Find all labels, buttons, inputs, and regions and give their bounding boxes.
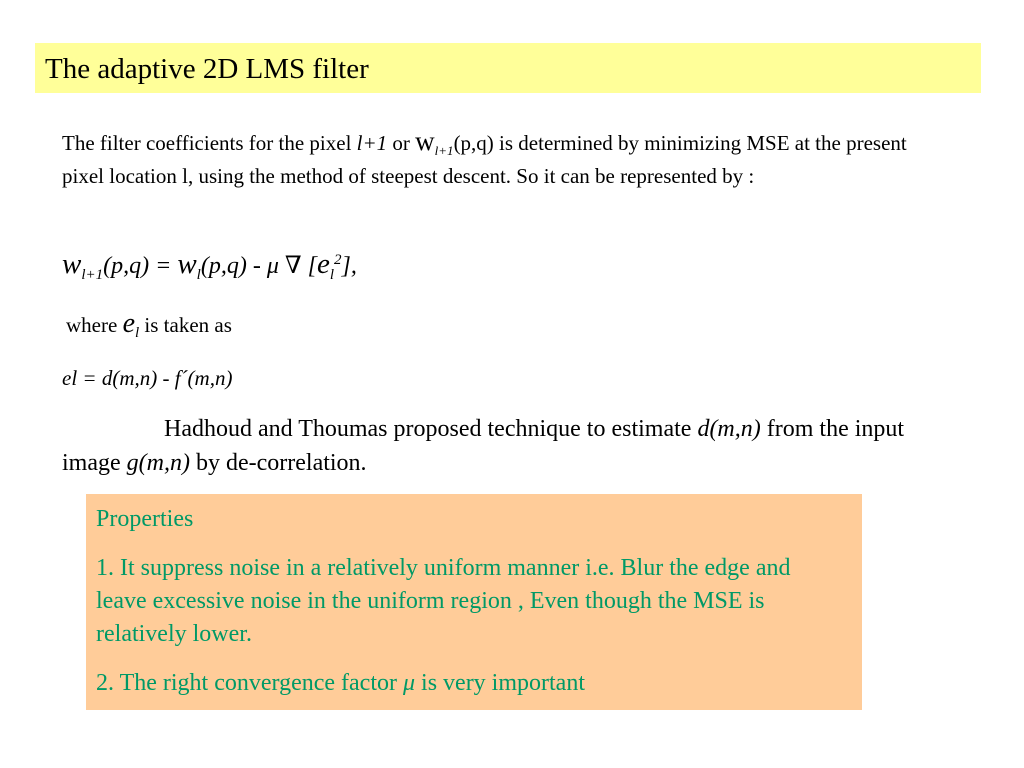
eq-sub-current: l bbox=[196, 266, 201, 283]
pixel-index: l+1 bbox=[356, 131, 388, 155]
estimate-paragraph bbox=[62, 412, 952, 480]
eq-error: e bbox=[316, 248, 330, 280]
eq-error-sub: l bbox=[329, 266, 335, 283]
estimate-text-1: Hadhoud and Thoumas proposed technique to estimate bbox=[164, 416, 698, 442]
intro-text-3: (p,q) is determined by minimizing MSE at the present pixel location l, using the method of steepest descent. So it can be represented by : bbox=[62, 131, 907, 188]
eq-part-1: (p,q) = bbox=[103, 253, 178, 279]
estimate-text-2: from the input image bbox=[62, 416, 905, 476]
property-item-2 bbox=[96, 667, 846, 700]
properties-heading: Properties bbox=[96, 506, 194, 532]
error-equation: el = d(m,n) - f´(m,n) bbox=[62, 366, 233, 390]
intro-text-1: The filter coefficients for the pixel bbox=[62, 131, 357, 155]
property-item-1: 1. It suppress noise in a relatively uniform manner i.e. Blur the edge and leave excessive noise in the uniform region , Even though the MSE is relatively lower. bbox=[96, 555, 791, 647]
eq-part-4: ], bbox=[341, 253, 357, 279]
where-error-symbol: e bbox=[122, 308, 135, 339]
property-item-2-pre: 2. The right convergence factor bbox=[96, 670, 403, 696]
weight-symbol: w bbox=[415, 126, 435, 156]
property-mu-symbol: μ bbox=[402, 670, 416, 696]
eq-error-sup: 2 bbox=[334, 252, 342, 268]
where-line bbox=[66, 306, 946, 343]
eq-part-2: (p,q) - bbox=[200, 253, 267, 279]
intro-paragraph bbox=[62, 125, 942, 193]
weight-subscript: l+1 bbox=[434, 143, 454, 159]
estimate-text-3: by de-correlation. bbox=[189, 450, 367, 476]
property-item-2-post: is very important bbox=[415, 670, 585, 696]
update-equation bbox=[62, 244, 942, 286]
mu-symbol: μ bbox=[266, 253, 279, 279]
where-error-sub: l bbox=[135, 325, 140, 342]
desired-signal: d(m,n) bbox=[697, 416, 761, 442]
eq-part-3: [ bbox=[301, 253, 317, 279]
intro-text-2: or bbox=[387, 131, 416, 155]
where-text-2: is taken as bbox=[139, 313, 232, 337]
input-image: g(m,n) bbox=[126, 450, 190, 476]
eq-w-current: w bbox=[177, 248, 197, 280]
nabla-symbol: ∇ bbox=[284, 253, 302, 279]
where-text-1: where bbox=[66, 313, 123, 337]
properties-box bbox=[86, 494, 862, 710]
title-bar bbox=[35, 43, 981, 93]
properties-content bbox=[96, 503, 846, 700]
eq-sub-next: l+1 bbox=[81, 266, 104, 283]
slide-title: The adaptive 2D LMS filter bbox=[45, 53, 369, 85]
eq-w-next: w bbox=[62, 248, 82, 280]
